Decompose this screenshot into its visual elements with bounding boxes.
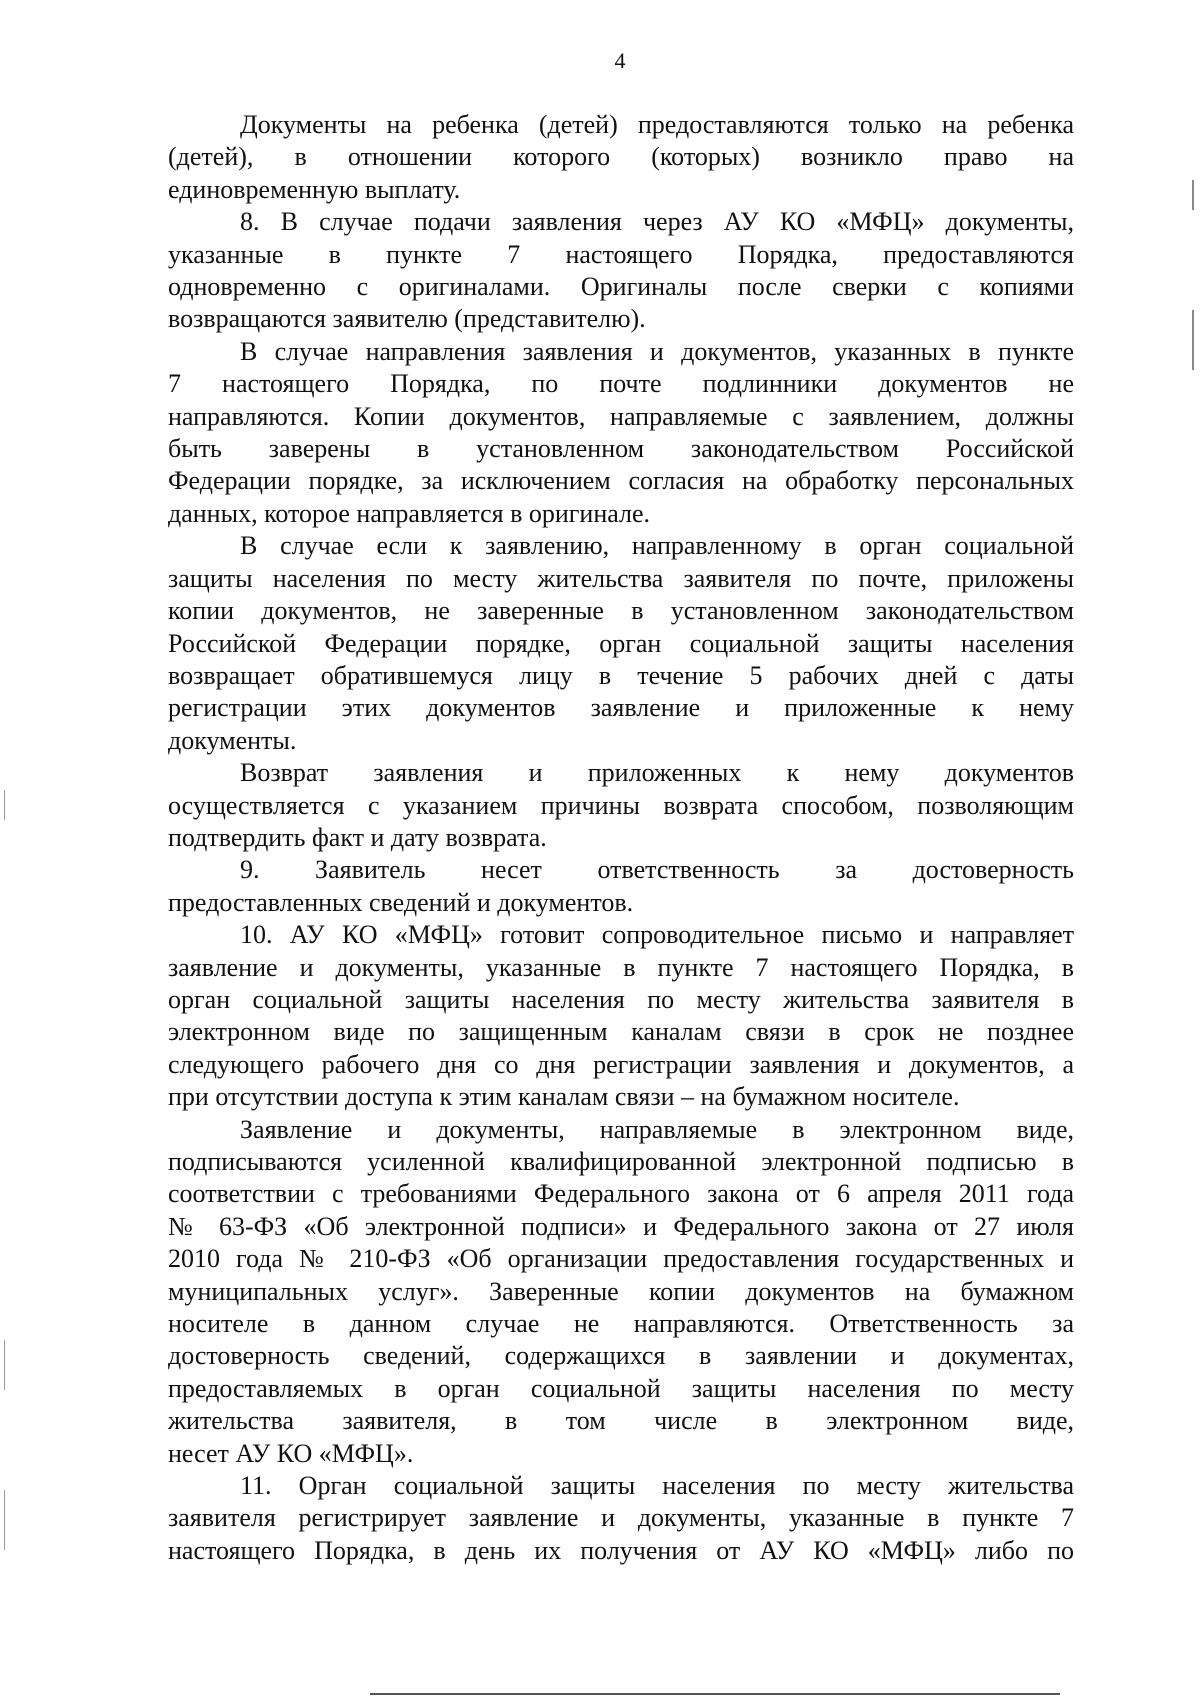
- paragraph: [168, 206, 1074, 336]
- paragraph: [168, 919, 1074, 1113]
- paragraph-line: заявление и документы, указанные в пункте 7 настоящего Порядка, в: [168, 952, 1074, 982]
- paragraph-line: Федерации порядке, за исключением согласия на обработку персональных: [168, 466, 1074, 496]
- paragraph-line: защиты населения по месту жительства заявителя по почте, приложены: [168, 563, 1074, 593]
- paragraph-line: возвращаются заявителю (представителю).: [168, 304, 646, 334]
- paragraph-line: несет АУ КО «МФЦ».: [168, 1438, 414, 1468]
- paragraph-line: 8. В случае подачи заявления через АУ КО «МФЦ» документы,: [240, 207, 1074, 237]
- page-number: 4: [614, 48, 626, 73]
- paragraph-line: Возврат заявления и приложенных к нему документов: [240, 758, 1074, 788]
- paragraph-line: 9. Заявитель несет ответственность за достоверность: [240, 855, 1074, 885]
- paragraph-line: 11. Орган социальной защиты населения по месту жительства: [240, 1471, 1074, 1501]
- paragraph-line: соответствии с требованиями Федерального закона от 6 апреля 2011 года: [168, 1179, 1074, 1209]
- paragraph-line: муниципальных услуг». Заверенные копии документов на бумажном: [168, 1276, 1074, 1306]
- scan-edge-mark: [1192, 310, 1194, 370]
- paragraph-line: 2010 года № 210-ФЗ «Об организации предоставления государственных и: [168, 1244, 1074, 1274]
- paragraph-line: 10. АУ КО «МФЦ» готовит сопроводительное письмо и направляет: [240, 920, 1074, 950]
- paragraph-line: орган социальной защиты населения по месту жительства заявителя в: [168, 984, 1074, 1014]
- scan-bottom-edge: [370, 1693, 1060, 1695]
- paragraph: [168, 1114, 1074, 1470]
- paragraph-line: единовременную выплату.: [168, 174, 461, 204]
- paragraph-line: быть заверены в установленном законодательством Российской: [168, 434, 1074, 464]
- paragraph-line: возвращает обратившемуся лицу в течение 5 рабочих дней с даты: [168, 660, 1074, 690]
- paragraph-line: следующего рабочего дня со дня регистрации заявления и документов, а: [168, 1049, 1074, 1079]
- paragraph: [168, 109, 1074, 206]
- paragraph-line: осуществляется с указанием причины возврата способом, позволяющим: [168, 790, 1074, 820]
- document-body: [168, 109, 1074, 1567]
- paragraph-line: документы.: [168, 725, 297, 755]
- scan-edge-mark: [4, 1490, 5, 1550]
- paragraph: [168, 530, 1074, 757]
- paragraph-line: В случае если к заявлению, направленному в орган социальной: [240, 531, 1074, 561]
- paragraph-line: при отсутствии доступа к этим каналам связи – на бумажном носителе.: [168, 1082, 960, 1112]
- paragraph-line: электронном виде по защищенным каналам связи в срок не позднее: [168, 1017, 1074, 1047]
- paragraph-line: подтвердить факт и дату возврата.: [168, 822, 547, 852]
- paragraph-line: Документы на ребенка (детей) предоставляются только на ребенка: [240, 110, 1074, 139]
- paragraph-line: жительства заявителя, в том числе в электронном виде,: [168, 1406, 1074, 1436]
- paragraph-line: предоставляемых в орган социальной защиты населения по месту: [168, 1373, 1074, 1403]
- paragraph-line: носителе в данном случае не направляются. Ответственность за: [168, 1309, 1074, 1339]
- paragraph: [168, 336, 1074, 530]
- paragraph-line: (детей), в отношении которого (которых) возникло право на: [168, 142, 1074, 172]
- paragraph-line: копии документов, не заверенные в установленном законодательством: [168, 596, 1074, 626]
- paragraph: [168, 854, 1074, 919]
- paragraph: [168, 1470, 1074, 1567]
- paragraph-line: одновременно с оригиналами. Оригиналы после сверки с копиями: [168, 272, 1074, 302]
- paragraph-line: данных, которое направляется в оригинале.: [168, 498, 651, 528]
- scan-edge-mark: [4, 1340, 5, 1390]
- paragraph-line: указанные в пункте 7 настоящего Порядка, предоставляются: [168, 239, 1074, 269]
- paragraph-line: направляются. Копии документов, направляемые с заявлением, должны: [168, 401, 1074, 431]
- paragraph-line: регистрации этих документов заявление и приложенные к нему: [168, 693, 1074, 723]
- paragraph-line: подписываются усиленной квалифицированной электронной подписью в: [168, 1147, 1074, 1176]
- paragraph-line: № 63-ФЗ «Об электронной подписи» и Федерального закона от 27 июля: [168, 1211, 1074, 1241]
- paragraph-line: настоящего Порядка, в день их получения от АУ КО «МФЦ» либо по: [168, 1535, 1074, 1565]
- paragraph-line: Заявление и документы, направляемые в электронном виде,: [240, 1114, 1074, 1144]
- paragraph-line: заявителя регистрирует заявление и документы, указанные в пункте 7: [168, 1503, 1074, 1533]
- paragraph-line: достоверность сведений, содержащихся в заявлении и документах,: [168, 1341, 1074, 1371]
- scan-edge-mark: [1192, 180, 1194, 210]
- paragraph-line: 7 настоящего Порядка, по почте подлинники документов не: [168, 369, 1074, 399]
- paragraph-line: предоставленных сведений и документов.: [168, 887, 634, 917]
- scan-edge-mark: [4, 790, 5, 820]
- paragraph-line: Российской Федерации порядке, орган социальной защиты населения: [168, 628, 1074, 658]
- paragraph-line: В случае направления заявления и документов, указанных в пункте: [240, 336, 1074, 366]
- paragraph: [168, 757, 1074, 854]
